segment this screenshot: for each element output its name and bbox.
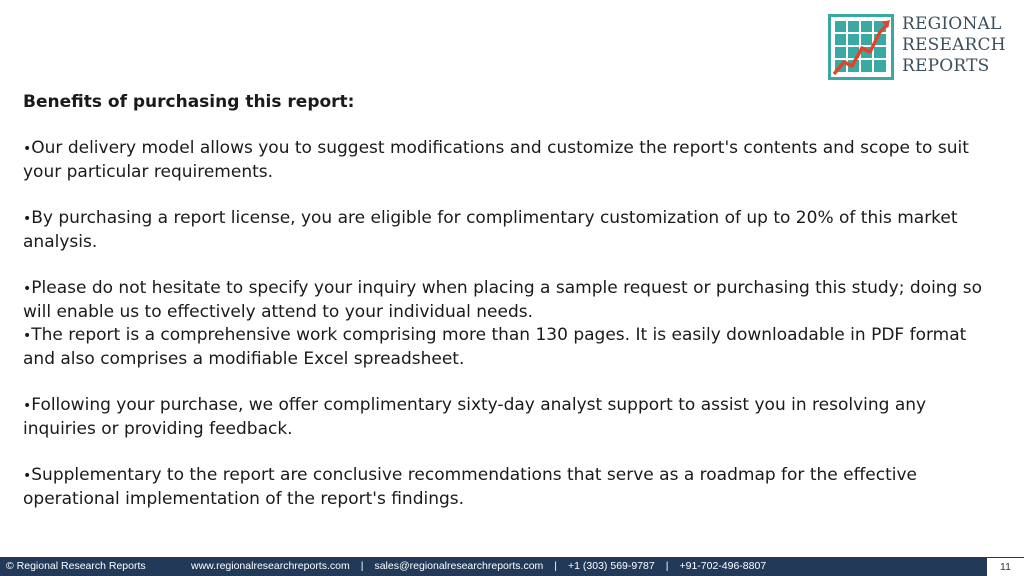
footer-phone-us: +1 (303) 569-9787 <box>568 560 655 572</box>
footer-website-link[interactable]: www.regionalresearchreports.com <box>191 560 350 572</box>
bullet-dot: • <box>23 281 32 297</box>
logo-line-2: RESEARCH <box>902 35 1006 55</box>
footer-separator: | <box>665 560 669 572</box>
page-number: 11 <box>987 557 1024 576</box>
benefit-item <box>23 277 998 324</box>
footer-copyright: © Regional Research Reports <box>6 560 146 572</box>
benefit-text: Please do not hesitate to specify your inquiry when placing a sample request or purchasing this study; doing so will enable us to effectively attend to your individual needs. <box>23 278 983 322</box>
benefit-item <box>23 207 998 254</box>
bullet-dot: • <box>23 398 32 414</box>
benefit-text: The report is a comprehensive work comprising more than 130 pages. It is easily downloadable in PDF format and also comprises a modifiable Excel spreadsheet. <box>23 325 967 369</box>
footer-email-link[interactable]: sales@regionalresearchreports.com <box>374 560 544 572</box>
benefit-item <box>23 464 998 511</box>
footer-phone-in: +91-702-496-8807 <box>679 560 767 572</box>
benefits-heading: Benefits of purchasing this report: <box>23 92 355 112</box>
footer-separator: | <box>554 560 558 572</box>
bullet-dot: • <box>23 211 32 227</box>
benefit-text: By purchasing a report license, you are eligible for complimentary customization of up to 20% of this market analysis. <box>23 208 958 252</box>
footer-contacts <box>191 557 766 576</box>
benefits-section <box>23 91 998 511</box>
logo-line-3: REPORTS <box>902 56 990 76</box>
logo-wordmark <box>902 14 1014 77</box>
benefit-text: Our delivery model allows you to suggest modifications and customize the report's contents and scope to suit your particular requirements. <box>23 138 969 182</box>
logo-line-1: REGIONAL <box>902 14 1002 34</box>
benefit-item <box>23 324 998 371</box>
benefit-item <box>23 394 998 441</box>
bullet-dot: • <box>23 141 32 157</box>
benefit-text: Following your purchase, we offer complimentary sixty-day analyst support to assist you in resolving any inquiries or providing feedback. <box>23 395 927 439</box>
bullet-dot: • <box>23 468 32 484</box>
benefit-item <box>23 137 998 184</box>
footer-separator: | <box>360 560 364 572</box>
company-logo <box>828 12 1014 84</box>
chart-logo-icon <box>828 14 894 80</box>
bullet-dot: • <box>23 328 32 344</box>
benefit-text: Supplementary to the report are conclusive recommendations that serve as a roadmap for the effective operational implementation of the report's findings. <box>23 465 918 509</box>
footer-bar <box>0 557 1024 576</box>
